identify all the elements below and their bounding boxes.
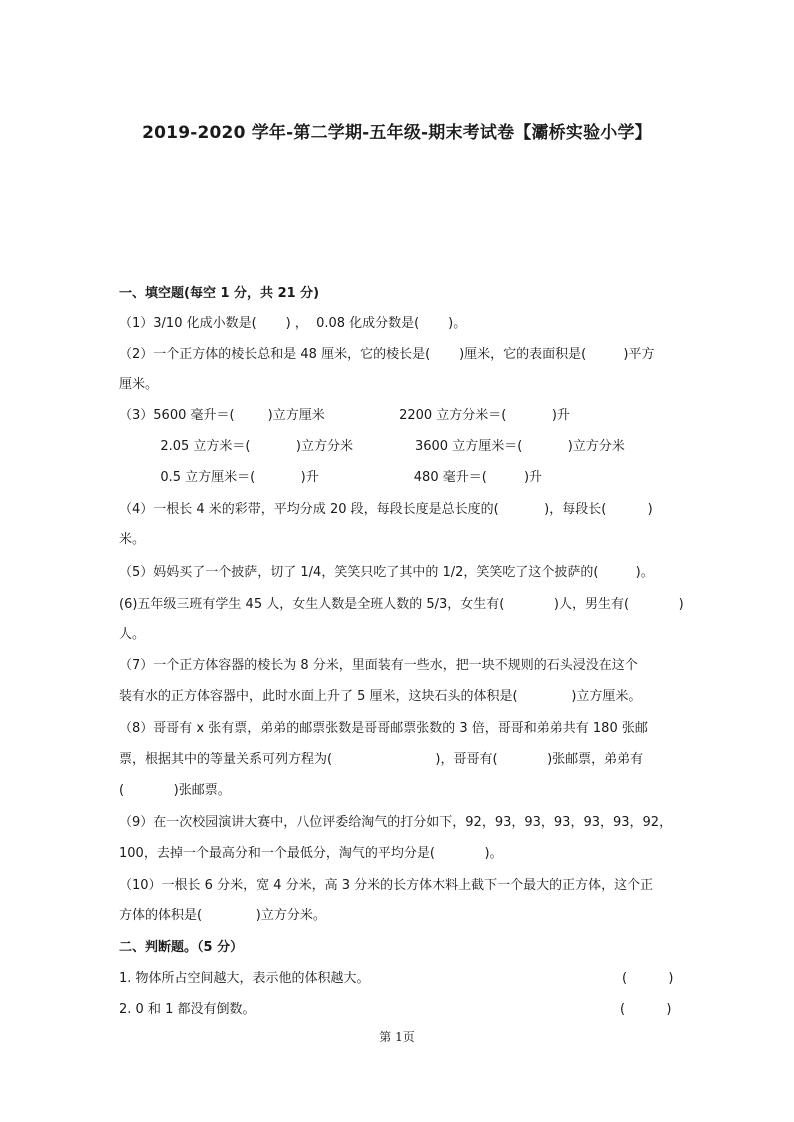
question-line: 方体的体积是( )立方分米。 bbox=[119, 908, 326, 923]
judge-item-text: 2. 0 和 1 都没有倒数。 bbox=[119, 1002, 256, 1017]
question-line: （4）一根长 4 米的彩带，平均分成 20 段，每段长度是总长度的( )，每段长( ) bbox=[119, 502, 653, 517]
question-line: （7）一个正方体容器的棱长为 8 分米，里面装有一些水，把一块不规则的石头浸没在这个 bbox=[119, 658, 638, 673]
question-line: ( )张邮票。 bbox=[119, 783, 231, 798]
question-line: 票，根据其中的等量关系可列方程为( )，哥哥有( )张邮票，弟弟有 bbox=[119, 752, 644, 767]
question-line: （1）3/10 化成小数是( ) ， 0.08 化成分数是( )。 bbox=[119, 316, 467, 331]
question-line: 人。 bbox=[119, 627, 146, 642]
page-title: 2019-2020 学年-第二学期-五年级-期末考试卷【灞桥实验小学】 bbox=[142, 123, 652, 143]
section1-heading: 一、填空题(每空 1 分，共 21 分) bbox=[119, 286, 320, 301]
question-line: （8）哥哥有 x 张有票，弟弟的邮票张数是哥哥邮票张数的 3 倍，哥哥和弟弟共有 180 张邮 bbox=[119, 721, 648, 736]
judge-answer-box[interactable]: ( ) bbox=[622, 971, 674, 986]
question-line: 100，去掉一个最高分和一个最低分，淘气的平均分是( )。 bbox=[119, 846, 503, 861]
question-line: （3）5600 毫升＝( )立方厘米 2200 立方分米＝( )升 bbox=[119, 408, 570, 423]
judge-answer-box[interactable]: ( ) bbox=[620, 1002, 672, 1017]
question-line: （5）妈妈买了一个披萨，切了 1/4，笑笑只吃了其中的 1/2，笑笑吃了这个披萨的( )。 bbox=[119, 565, 654, 580]
question-line: 米。 bbox=[119, 532, 146, 547]
question-line: （9）在一次校园演讲大赛中，八位评委给淘气的打分如下，92，93，93，93，93，93，92， bbox=[119, 815, 673, 830]
question-line: 厘米。 bbox=[119, 377, 159, 392]
question-line: （2）一个正方体的棱长总和是 48 厘米，它的棱长是( )厘米，它的表面积是( )平方 bbox=[119, 347, 655, 362]
question-line: （10）一根长 6 分米，宽 4 分米，高 3 分米的长方体木料上截下一个最大的正方体，这个正 bbox=[119, 878, 654, 893]
question-line: 装有水的正方体容器中，此时水面上升了 5 厘米，这块石头的体积是( )立方厘米。 bbox=[119, 689, 642, 704]
judge-item-text: 1. 物体所占空间越大，表示他的体积越大。 bbox=[119, 971, 370, 986]
page-number: 第 1页 bbox=[379, 1030, 415, 1044]
question-line: 0.5 立方厘米＝( )升 480 毫升＝( )升 bbox=[119, 470, 543, 485]
section2-heading: 二、判断题。（5 分） bbox=[119, 940, 244, 955]
question-line: (6)五年级三班有学生 45 人，女生人数是全班人数的 5/3，女生有( )人，男生有( ) bbox=[119, 597, 684, 612]
question-line: 2.05 立方米＝( )立方分米 3600 立方厘米＝( )立方分米 bbox=[119, 439, 625, 454]
